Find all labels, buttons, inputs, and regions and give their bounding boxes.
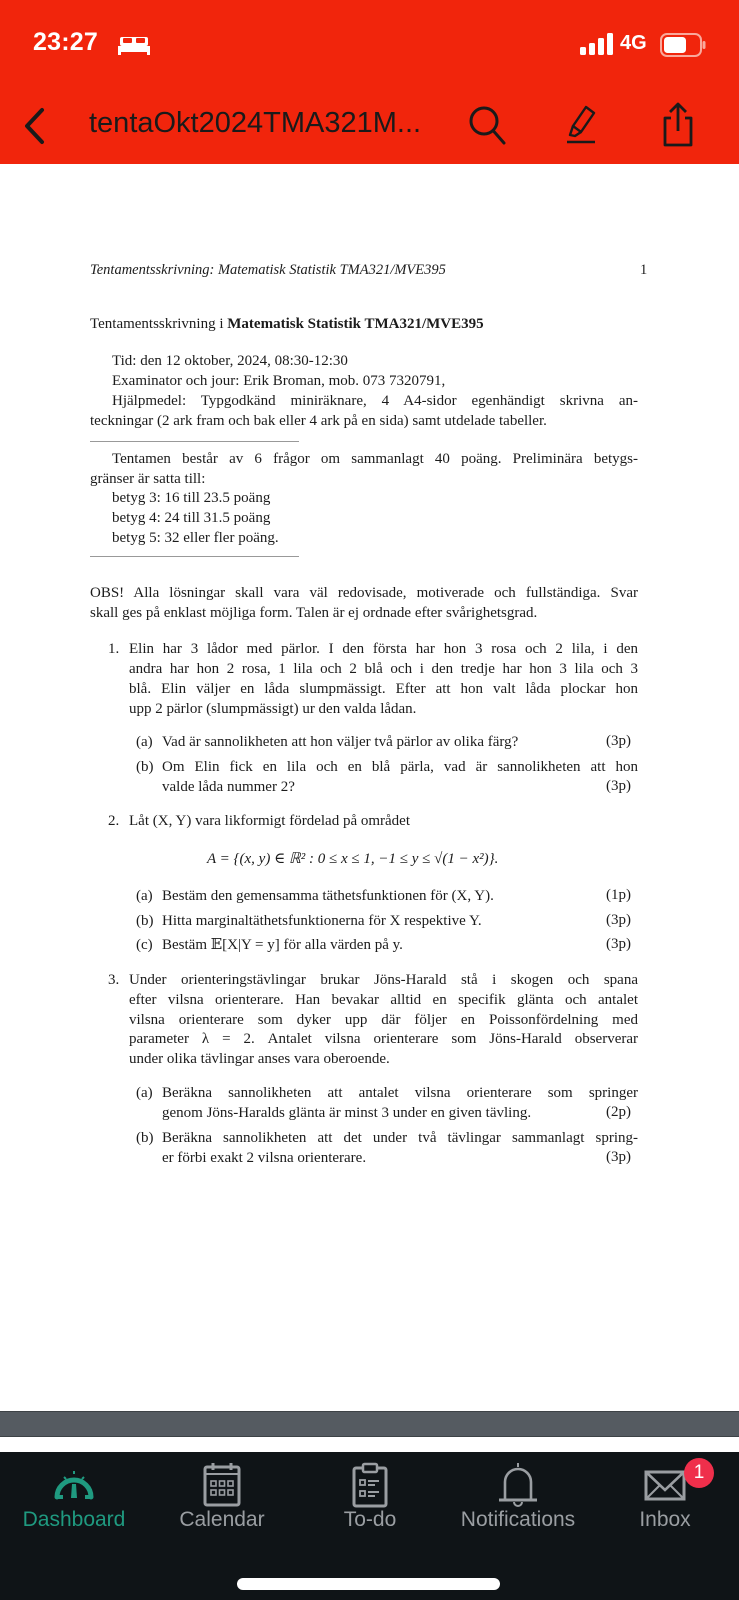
q2a-label: (a) [136,888,153,904]
q3b-line1: Beräkna sannolikheten att det under två tävlingar sammanlagt spring- [162,1130,638,1146]
q1b-points: (3p) [606,778,631,794]
grade-4-range: betyg 4: 24 till 31.5 poäng [112,510,271,526]
q1a-text: Vad är sannolikheten att hon väljer två pärlor av olika färg? [162,734,519,750]
q1-line: andra har hon 2 rosa, 1 lila och 2 blå och i den tredje har hon 3 lila och 3 [129,661,638,677]
q1b-line1: Om Elin fick en lila och en blå pärla, vad är sannolikheten att hon [162,759,638,775]
running-head: Tentamentsskrivning: Matematisk Statistik TMA321/MVE395 [90,262,446,278]
grade-5-range: betyg 5: 32 eller fler poäng. [112,530,279,546]
exam-aids-line2: teckningar (2 ark fram och bak eller 4 ark på en sida) samt utdelade tabeller. [90,413,547,429]
q2-text: Låt (X, Y) vara likformigt fördelad på området [129,813,411,829]
calendar-icon [202,1462,242,1508]
cellular-signal-icon [580,33,614,55]
exam-heading-course: Matematisk Statistik TMA321/MVE395 [227,316,484,332]
exam-time: Tid: den 12 oktober, 2024, 08:30-12:30 [112,353,348,369]
tab-label: Calendar [179,1508,265,1531]
exam-heading [90,316,484,333]
page-number: 1 [640,262,648,278]
q1-line: blå. Elin väljer en låda slumpmässigt. Efter att hon valt låda plockar hon [129,681,638,697]
tab-todo[interactable] [296,1452,444,1552]
q3-line: efter vilsna orienterare. Han bevakar alltid en specifik glänta och antalet [129,992,638,1008]
q2c-text: Bestäm 𝔼[X|Y = y] för alla värden på y. [162,937,403,953]
q2c-label: (c) [136,937,153,953]
back-button[interactable] [20,106,50,146]
grading-intro-line2: gränser är satta till: [90,471,206,487]
search-icon[interactable] [467,104,507,146]
tab-notifications[interactable] [444,1452,592,1552]
q3b-line2: er förbi exakt 2 vilsna orienterare. [162,1150,367,1166]
status-time: 23:27 [33,28,98,56]
page-separator-bar [0,1411,739,1437]
q3-line: vilsna orienterare som dyker upp där följer en Poissonfördelning med [129,1012,638,1028]
battery-icon [660,33,706,57]
obs-line1: OBS! Alla lösningar skall vara väl redovisade, motiverade och fullständiga. Svar [90,585,638,601]
tab-label: Notifications [460,1508,576,1531]
q3b-points: (3p) [606,1149,631,1165]
exam-heading-prefix: Tentamentsskrivning i [90,316,228,332]
divider [90,556,299,557]
q3-line: parameter λ = 2. Antalet vilsna orienterare som Jöns-Harald observerar [129,1031,638,1047]
q1b-label: (b) [136,759,154,775]
pdf-page[interactable] [0,164,739,1410]
envelope-icon [644,1462,686,1502]
exam-examiner: Examinator och jour: Erik Broman, mob. 073 7320791, [112,373,446,389]
inbox-unread-badge: 1 [684,1458,714,1488]
tab-label: Dashboard [22,1508,126,1531]
q3a-line2: genom Jöns-Haralds glänta är minst 3 under en given tävling. [162,1105,532,1121]
q3-number: 3. [108,972,120,988]
q2a-points: (1p) [606,887,631,903]
tab-inbox[interactable] [591,1452,739,1552]
q3-line: Under orienteringstävlingar brukar Jöns-Harald stå i skogen och spana [129,972,638,988]
q1-line: upp 2 pärlor (slumpmässigt) ur den valda lådan. [129,701,417,717]
tab-label: Inbox [639,1508,691,1531]
q1-line: Elin har 3 lådor med pärlor. I den första har hon 3 rosa och 2 lila, i den [129,641,638,657]
grading-intro-line1: Tentamen består av 6 frågor om sammanlagt 40 poäng. Preliminära betygs- [112,451,638,467]
exam-aids-line1: Hjälpmedel: Typgodkänd miniräknare, 4 A4-sidor egenhändigt skrivna an- [112,393,638,409]
q2b-text: Hitta marginaltäthetsfunktionerna för X respektive Y. [162,913,482,929]
tab-label: To-do [343,1508,397,1531]
todo-clipboard-icon [350,1462,390,1508]
q2b-label: (b) [136,913,154,929]
tab-calendar[interactable] [148,1452,296,1552]
obs-line2: skall ges på enklast möjliga form. Talen är ej ordnade efter svårighetsgrad. [90,605,538,621]
q1b-line2: valde låda nummer 2? [162,779,295,795]
dashboard-gauge-icon [51,1462,97,1502]
q2-number: 2. [108,813,120,829]
home-indicator[interactable] [237,1578,500,1590]
q2b-points: (3p) [606,912,631,928]
q2c-points: (3p) [606,936,631,952]
q1a-label: (a) [136,734,153,750]
q2-formula: A = {(x, y) ∈ ℝ² : 0 ≤ x ≤ 1, −1 ≤ y ≤ √(1 − x²)}. [207,851,499,867]
divider [90,441,299,442]
grade-3-range: betyg 3: 16 till 23.5 poäng [112,490,271,506]
q3a-line1: Beräkna sannolikheten att antalet vilsna orienterare som springer [162,1085,638,1101]
network-type: 4G [620,32,647,54]
q2a-text: Bestäm den gemensamma täthetsfunktionen för (X, Y). [162,888,494,904]
q3b-label: (b) [136,1130,154,1146]
q3a-points: (2p) [606,1104,631,1120]
app-header [0,0,739,164]
q3-line: under olika tävlingar anses vara oberoende. [129,1051,390,1067]
tab-dashboard[interactable] [0,1452,148,1552]
q1-number: 1. [108,641,120,657]
bed-icon [118,35,150,55]
bell-icon [496,1462,540,1510]
q1a-points: (3p) [606,733,631,749]
document-title: tentaOkt2024TMA321M... [89,107,422,139]
share-icon[interactable] [660,102,696,148]
q3a-label: (a) [136,1085,153,1101]
highlighter-icon[interactable] [564,104,598,146]
